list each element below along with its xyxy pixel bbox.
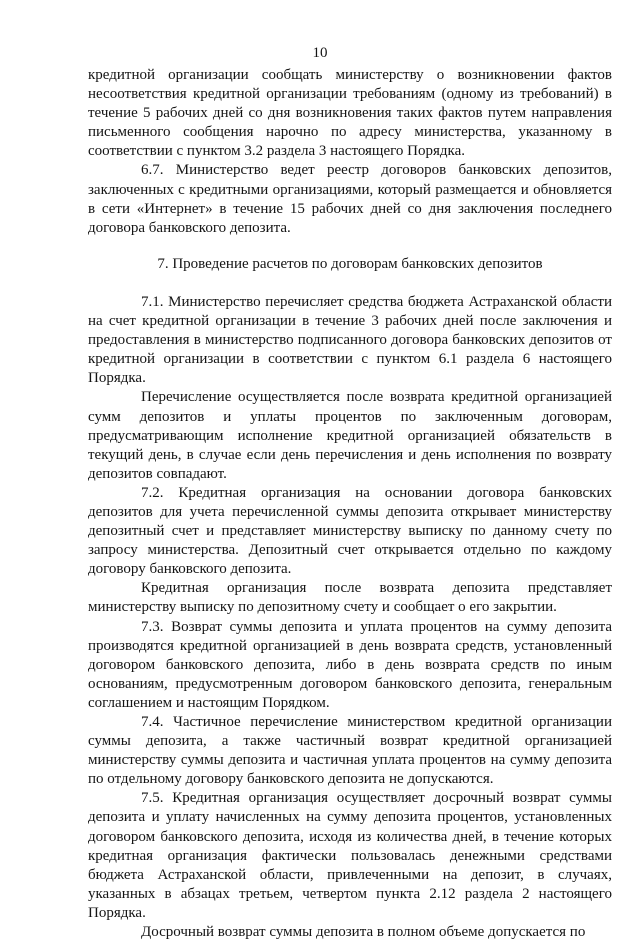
paragraph-7-4: 7.4. Частичное перечисление министерством кредитной организации суммы депозита, а также частичный возврат кредитной организацией министерству суммы депозита и частичная уплата процентов на сумму депозита по отдельному договору банковского депозита не допускаются. <box>88 714 612 788</box>
paragraph-7-3: 7.3. Возврат суммы депозита и уплата процентов на сумму депозита производятся кредитной организацией в день возврата средств, установленный договором банковского депозита, либо в день возврата средств по иным основаниям, предусмотренным договором банковского депозита, генеральным соглашением и настоящим Порядком. <box>88 618 612 711</box>
document-body <box>88 66 612 942</box>
paragraph-7-2: 7.2. Кредитная организация на основании договора банковских депозитов для учета перечисленной суммы депозита открывает министерству депозитный счет и представляет министерству выписку по данному счету по запросу министерства. Депозитный счет открывается отдельно по каждому договору банковского депозита. <box>88 484 612 578</box>
paragraph-7-1-transfer: Перечисление осуществляется после возврата кредитной организацией сумм депозитов и уплаты процентов по заключенным договорам, предусматривающим исполнение кредитной организацией обязательств в текущий день, в случае если день перечисления и день исполнения по возврату депозитов совпадают. <box>88 389 612 482</box>
paragraph-6-7: 6.7. Министерство ведет реестр договоров банковских депозитов, заключенных с кредитными организациями, который размещается и обновляется в сети «Интернет» в течение 15 рабочих дней со дня заключения последнего договора банковского депозита. <box>88 162 612 236</box>
paragraph-7-5: 7.5. Кредитная организация осуществляет досрочный возврат суммы депозита и уплату начисленных на сумму депозита процентов, установленных договором банковского депозита, исходя из количества дней, в течение которых кредитная организация фактически пользовалась денежными средствами бюджета Астраханской области, привлеченными на депозит, в случаях, указанных в абзацах третьем, четвертом пункта 2.12 раздела 2 настоящего Порядка. <box>88 790 612 921</box>
paragraph-7-5-early-return: Досрочный возврат суммы депозита в полном объеме допускается по <box>141 924 586 941</box>
paragraph-7-2-statement: Кредитная организация после возврата депозита представляет министерству выписку по депозитному счету и сообщает о его закрытии. <box>88 580 612 616</box>
paragraph-7-1: 7.1. Министерство перечисляет средства бюджета Астраханской области на счет кредитной организации в течение 3 рабочих дней после заключения и предоставления в министерство подписанного договора банковских депозитов от кредитной организации в соответствии с пунктом 6.1 раздела 6 настоящего Порядка. <box>88 293 612 387</box>
paragraph-continuation: кредитной организации сообщать министерству о возникновении фактов несоответствия кредитной организации требованиям (одному из требований) в течение 5 рабочих дней со дня возникновения таких фактов путем направления письменного сообщения нарочно по адресу министерства, указанному в соответствии с пунктом 3.2 раздела 3 настоящего Порядка. <box>88 67 612 160</box>
section-heading-7: 7. Проведение расчетов по договорам банковских депозитов <box>157 255 543 272</box>
page-number: 10 <box>312 45 328 61</box>
